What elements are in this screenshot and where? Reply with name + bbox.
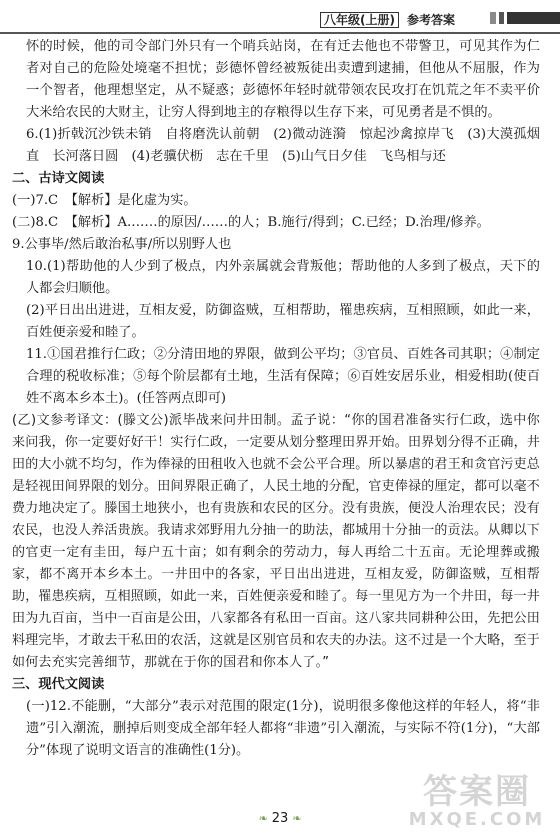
watermark-line1: 答案圈 <box>423 772 531 812</box>
answer-8: (二)8.C 【解析】A.……的原因/……的人；B.施行/得到；C.已经；D.治理/修养。 <box>12 215 490 230</box>
answer-11: 11.①国君推行仁政；②分清田地的界限，做到公平均；③官员、百姓各司其职；④制定合理的税收标准；⑤每个阶层都有土地，生活有保障；⑥百姓安居乐业，相爱相助(使百姓不离本乡本土)。(任答两点即可) <box>26 347 540 406</box>
header-title: 参考答案 <box>406 13 455 27</box>
header-badge <box>320 9 455 31</box>
answer-10-2: (2)平日出出进进，互相友爱，防御盗贼，互相帮助，罹患疾病，互相照顾，如此一来，百姓便亲爱和睦了。 <box>26 303 540 340</box>
translation-paragraph: (乙)文参考译文：(滕文公)派毕战来问井田制。孟子说：“你的国君准备实行仁政，选中你来问我，你一定要好好干！实行仁政，一定要从划分整理田界开始。田界划分得不正确，井田的大小就不均匀，作为俸禄的田租收入也就不会公平合理。所以暴虐的君王和贪官污吏总是轻视田间界限的划分。田间界限正确了，人民土地的分配，官吏俸禄的厘定，都可以毫不费力地决定了。滕国土地狭小，也有贵族和农民的区分。没有贵族，便没人治理农民；没有农民，也没人养活贵族。我请求郊野用九分抽一的助法，都城用十分抽一的贡法。从卿以下的官吏一定有圭田，每户五十亩；如有剩余的劳动力，每人再给二十五亩。无论埋葬或搬家，都不离开本乡本土。一井田中的各家，平日出出进进，互相友爱，防御盗贼，互相帮助，罹患疾病，互相照顾，如此一来，百姓便亲爱和睦了。每一里见方为一个井田，每一井田为九百亩，当中一百亩是公田，八家都各有私田一百亩。这八家共同耕种公田，先把公田料理完毕，才敢去干私田的农活，这就是区别官员和农夫的办法。这不过是一个大略，至于如何去充实完善细节，那就在于你的国君和你本人了。” <box>12 413 541 670</box>
leaf-right-icon: ❧ <box>292 812 302 825</box>
page-number: 23 <box>271 811 289 826</box>
answer-10-1: 10.(1)帮助他的人少到了极点，内外亲属就会背叛他；帮助他的人多到了极点，天下的人都会归顺他。 <box>26 259 540 296</box>
page-footer <box>0 808 560 830</box>
section-modern-reading: 三、现代文阅读 <box>12 677 105 692</box>
answer-12: (一)12.不能删，“大部分”表示对范围的限定(1分)，说明很多像他这样的年轻人，将“非遗”引入潮流，删掉后则变成全部年轻人都将“非遗”引入潮流，与实际不符(1分)，“大部分”体现了说明文语言的准确性(1分)。 <box>26 699 540 758</box>
leaf-left-icon: ❧ <box>258 812 268 825</box>
watermark-line2: MXQE.COM <box>408 809 546 830</box>
answer-9: 9.公事毕/然后敢治私事/所以别野人也 <box>12 237 232 252</box>
header-grade: 八年级(上册) <box>320 12 399 28</box>
answer-6: 6.(1)折戟沉沙铁未销 自将磨洗认前朝 (2)微动涟漪 惊起沙禽掠岸飞 (3)大漠孤烟直 长河落日圆 (4)老骥伏枥 志在千里 (5)山气日夕佳 飞鸟相与还 <box>26 127 540 164</box>
paragraph-continuation: 怀的时候，他的司令部门外只有一个哨兵站岗，在有迁去他也不带警卫，可见其作为仁者对自己的危险处境毫不担忧；彭德怀曾经被叛徒出卖遭到逮捕，但他从不屈服，作为一个智者，他理想坚定，从不疑惑；彭德怀年轻时就带领农民攻打在饥荒之年不卖平价大米给农民的大财主，让穷人得到地主的存粮得以生存下来，可见勇者是不惧的。 <box>26 39 540 120</box>
header-decoration-bar <box>490 12 560 24</box>
section-ancient-poetry: 二、古诗文阅读 <box>12 171 105 186</box>
answer-content <box>12 36 540 762</box>
header-rule <box>0 32 560 34</box>
answer-7: (一)7.C 【解析】是化虚为实。 <box>12 193 197 208</box>
page-header <box>0 0 560 30</box>
